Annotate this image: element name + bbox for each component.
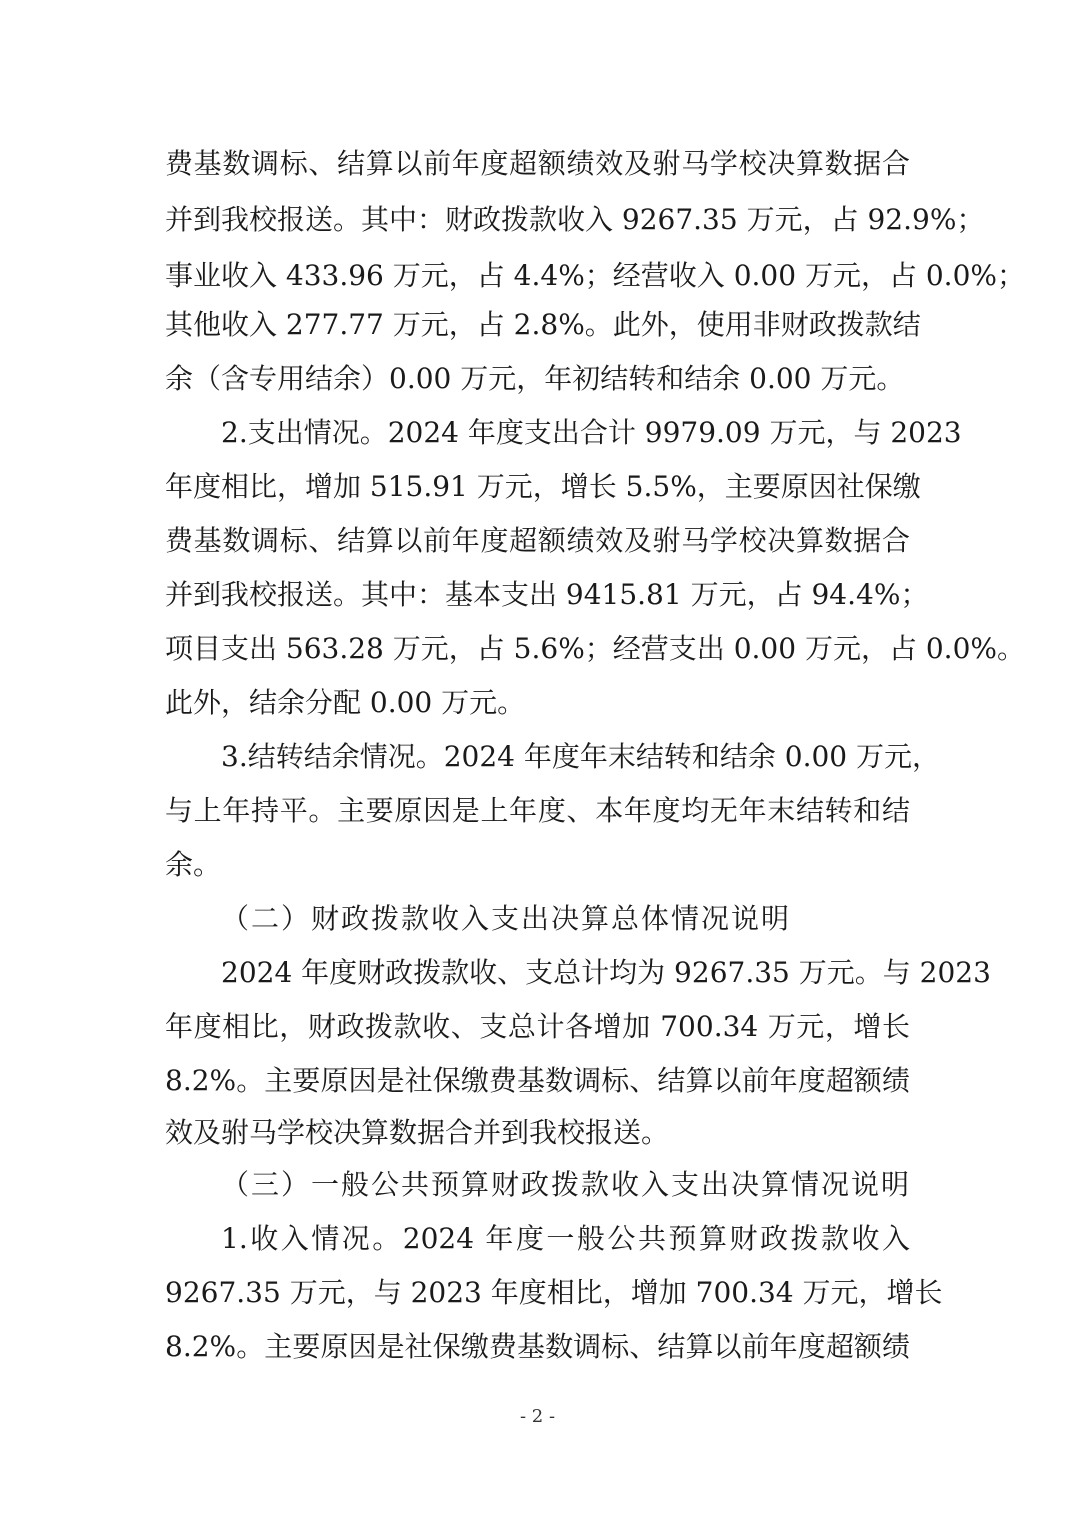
- body-text-line: 9267.35 万元，与 2023 年度相比，增加 700.34 万元，增长: [165, 1276, 943, 1309]
- body-text-line: 年度相比，增加 515.91 万元，增长 5.5%，主要原因社保缴: [165, 470, 921, 503]
- body-text-line: 并到我校报送。其中：财政拨款收入 9267.35 万元，占 92.9%；: [165, 203, 985, 236]
- paragraph-first-line: 1.收入情况。2024 年度一般公共预算财政拨款收入: [221, 1222, 910, 1255]
- page-number: - 2 -: [519, 1406, 556, 1427]
- body-text-line: 项目支出 563.28 万元，占 5.6%；经营支出 0.00 万元，占 0.0%。: [165, 632, 1025, 665]
- body-text-line: 余（含专用结余）0.00 万元，年初结转和结余 0.00 万元。: [165, 362, 905, 395]
- body-text-line: 费基数调标、结算以前年度超额绩效及驸马学校决算数据合: [165, 524, 910, 557]
- section-heading: （三）一般公共预算财政拨款收入支出决算情况说明: [221, 1168, 912, 1201]
- body-text-line: 其他收入 277.77 万元，占 2.8%。此外，使用非财政拨款结: [165, 308, 921, 341]
- body-text-line: 效及驸马学校决算数据合并到我校报送。: [165, 1116, 670, 1149]
- section-heading: （二）财政拨款收入支出决算总体情况说明: [221, 902, 792, 935]
- body-text-line: 费基数调标、结算以前年度超额绩效及驸马学校决算数据合: [165, 147, 910, 180]
- body-text-line: 余。: [165, 848, 222, 881]
- paragraph-first-line: 3.结转结余情况。2024 年度年末结转和结余 0.00 万元，: [221, 740, 941, 773]
- paragraph-first-line: 2024 年度财政拨款收、支总计均为 9267.35 万元。与 2023: [221, 956, 991, 989]
- body-text-line: 与上年持平。主要原因是上年度、本年度均无年末结转和结: [165, 794, 910, 827]
- body-text-line: 8.2%。主要原因是社保缴费基数调标、结算以前年度超额绩: [165, 1064, 910, 1097]
- body-text-line: 此外，结余分配 0.00 万元。: [165, 686, 526, 719]
- body-text-line: 8.2%。主要原因是社保缴费基数调标、结算以前年度超额绩: [165, 1330, 910, 1363]
- body-text-line: 并到我校报送。其中：基本支出 9415.81 万元，占 94.4%；: [165, 578, 929, 611]
- body-text-line: 事业收入 433.96 万元，占 4.4%；经营收入 0.00 万元，占 0.0%；: [165, 259, 1025, 292]
- body-text-line: 年度相比，财政拨款收、支总计各增加 700.34 万元，增长: [165, 1010, 910, 1043]
- paragraph-first-line: 2.支出情况。2024 年度支出合计 9979.09 万元，与 2023: [221, 416, 962, 449]
